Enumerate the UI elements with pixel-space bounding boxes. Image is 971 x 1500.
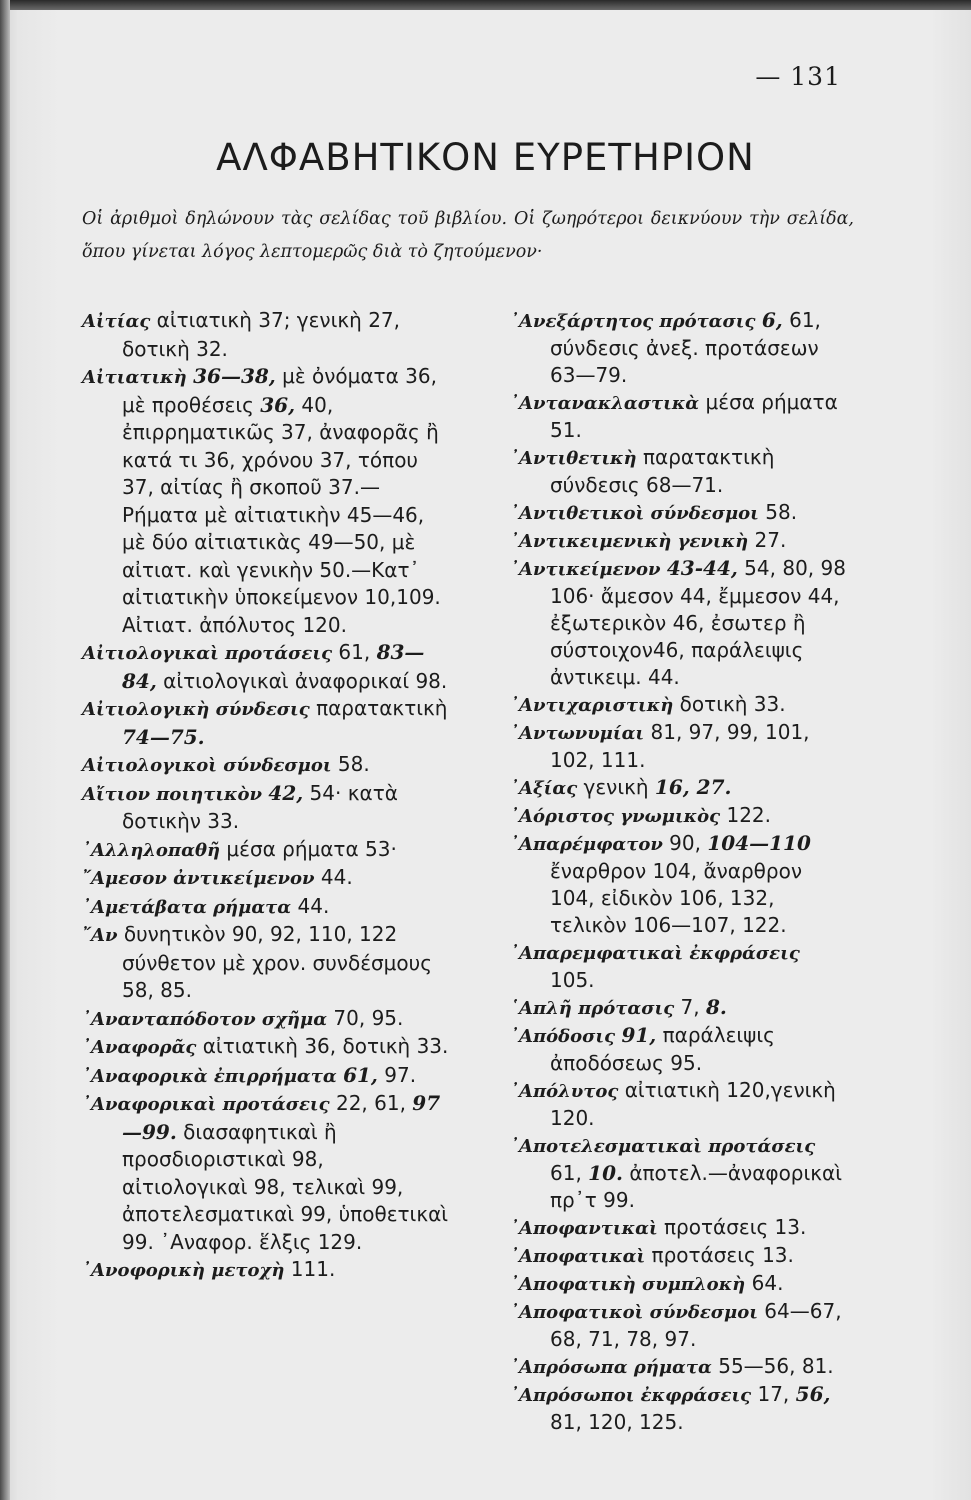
entry-headword: ᾽Αντιθετικοὶ σύνδεσμοι bbox=[510, 503, 759, 524]
entry-text: 7, bbox=[674, 995, 706, 1019]
entry-text: 70, 95. bbox=[327, 1005, 404, 1030]
index-entry bbox=[82, 1256, 450, 1285]
index-entry bbox=[510, 939, 848, 994]
index-entry bbox=[510, 830, 848, 939]
index-entry bbox=[510, 994, 848, 1022]
entry-headword: ῎Αν bbox=[82, 925, 118, 946]
page-number: — 131 bbox=[755, 62, 841, 91]
entry-text: 58. bbox=[758, 500, 798, 524]
index-entry bbox=[510, 499, 848, 527]
entry-text: 44. bbox=[314, 865, 353, 889]
entry-headword: ᾽Αναφορικὰ ἐπιρρήματα bbox=[82, 1065, 337, 1087]
entry-headword: ᾽Αντανακλαστικὰ bbox=[510, 393, 700, 414]
entry-text: δοτικὴ 33. bbox=[673, 692, 786, 716]
entry-main-reference: 74—75. bbox=[122, 724, 205, 749]
entry-headword: ᾽Απαρέμφατον bbox=[510, 834, 663, 855]
entry-text: δυνητικὸν 90, 92, 110, 122 σύνθετον μὲ χρον. συνδέσμους 58, 85. bbox=[117, 922, 432, 1002]
entry-text: 54· κατὰ δοτικὴν 33. bbox=[122, 780, 398, 833]
entry-headword: Αἰτιολογικὴ σύνδεσις bbox=[82, 699, 310, 720]
entry-text: 61, σύνδεσις ἀνεξ. προτάσεων 63—79. bbox=[550, 308, 821, 387]
index-entry bbox=[510, 691, 848, 719]
index-column-right bbox=[510, 307, 848, 1436]
entry-headword: Αἰτιολογικοὶ σύνδεσμοι bbox=[82, 755, 332, 776]
entry-headword: ᾽Αμετάβατα ρήματα bbox=[82, 896, 292, 918]
entry-headword: ῎Αμεσον ἀντικείμενον bbox=[82, 868, 315, 889]
entry-headword: ᾽Αποτελεσματικαὶ προτάσεις bbox=[510, 1136, 816, 1157]
entry-headword: ᾽Ανανταπόδοτον σχῆμα bbox=[82, 1008, 328, 1030]
index-entry bbox=[82, 363, 450, 639]
index-entry bbox=[82, 836, 450, 865]
entry-headword: Αἴτιον ποιητικὸν bbox=[82, 783, 263, 805]
entry-main-reference: 10. bbox=[588, 1161, 623, 1185]
entry-headword: ᾽Αόριστος γνωμικὸς bbox=[510, 806, 721, 827]
entry-headword: Αἰτίας bbox=[82, 311, 151, 332]
entry-headword: ᾽Απαρεμφατικαὶ ἐκφράσεις bbox=[510, 943, 800, 964]
entry-headword: ᾽Αντωνυμίαι bbox=[510, 723, 645, 744]
entry-text: παρατακτικὴ bbox=[309, 696, 448, 720]
entry-headword: Αἰτιολογικαὶ προτάσεις bbox=[82, 643, 333, 664]
index-entry bbox=[510, 774, 848, 802]
entry-text: αἰτιατικὴ 37; γενικὴ 27, δοτικὴ 32. bbox=[122, 308, 400, 361]
index-entry bbox=[510, 555, 848, 691]
entry-text: 81, 97, 99, 101, 102, 111. bbox=[550, 720, 810, 772]
entry-main-reference: 56, bbox=[795, 1382, 831, 1406]
entry-text: ἔναρθρον 104, ἄναρθρον 104, εἰδικὸν 106, 132, τελικὸν 106—107, 122. bbox=[550, 859, 803, 937]
entry-main-reference: 97—99. bbox=[122, 1091, 441, 1144]
index-column-left bbox=[82, 307, 450, 1285]
entry-text: 54, 80, 98 106· ἄμεσον 44, ἔμμεσον 44, ἐξωτερικὸν 46, ἐσωτερ ἢ σύστοιχον46, παράλειψις ἀντικειμ. 44. bbox=[550, 556, 846, 689]
entry-headword: ᾽Απόλυτος bbox=[510, 1081, 619, 1102]
index-entry bbox=[510, 1132, 848, 1214]
index-entry bbox=[510, 1214, 848, 1242]
index-entry bbox=[82, 639, 450, 695]
entry-main-reference: 8. bbox=[705, 995, 727, 1019]
entry-text: προτάσεις 13. bbox=[645, 1243, 794, 1267]
entry-text: 90, bbox=[662, 831, 708, 855]
entry-main-reference: 104—110 bbox=[707, 831, 811, 855]
entry-headword: Αἰτιατικὴ bbox=[82, 367, 187, 388]
entry-text: 111. bbox=[284, 1257, 336, 1281]
entry-text: 55—56, 81. bbox=[711, 1354, 834, 1378]
entry-headword: ᾽Ανεξάρτητος πρότασις bbox=[510, 311, 756, 332]
entry-headword: ᾽Αντικείμενον bbox=[510, 559, 661, 580]
entry-text: προτάσεις 13. bbox=[657, 1215, 807, 1239]
entry-text: 17, bbox=[751, 1382, 796, 1406]
scan-left-edge bbox=[0, 0, 10, 1500]
entry-text: 61, bbox=[550, 1161, 589, 1185]
entry-text: 40, ἐπιρρηματικῶς 37, ἀναφορᾶς ἢ κατά τι 36, χρόνου 37, τόπου 37, αἰτίας ἢ σκοποῦ 37.—Ρήματα μὲ αἰτιατικὴν 45—46, μὲ δύο αἰτιατικὰς 49—50, μὲ αἰτιατ. καὶ γενικὴν 50.—Κατ᾽ αἰτιατικὴν ὑποκείμενον 10,109. Αἰτιατ. ἀπόλυτος 120. bbox=[122, 392, 441, 637]
entry-headword: ᾽Αντιχαριστικὴ bbox=[510, 695, 674, 716]
entry-text: 122. bbox=[720, 803, 772, 827]
index-entry bbox=[510, 307, 848, 389]
entry-text: αἰτιατικὴ 36, δοτικὴ 33. bbox=[196, 1034, 449, 1058]
index-entry bbox=[82, 1033, 450, 1062]
entry-main-reference: 61, bbox=[343, 1062, 378, 1087]
index-entry bbox=[82, 307, 450, 363]
entry-text: αἰτιατικὴ 120,γενικὴ 120. bbox=[550, 1078, 836, 1130]
page-title: ΑΛΦΑΒΗΤΙΚΟΝ ΕΥΡΕΤΗΡΙΟΝ bbox=[216, 136, 755, 179]
entry-text: μέσα ρήματα 53· bbox=[220, 836, 397, 861]
index-entry bbox=[510, 1270, 848, 1298]
index-entry bbox=[82, 864, 450, 893]
index-introduction: Οἱ ἀριθμοὶ δηλώνουν τὰς σελίδας τοῦ βιβλίου. Οἱ ζωηρότεροι δεικνύουν τὴν σελίδα, ὅπου γίνεται λόγος λεπτομερῶς διὰ τὸ ζητούμενον· bbox=[82, 209, 854, 262]
entry-text: παράλειψις ἀποδόσεως 95. bbox=[550, 1023, 775, 1075]
entry-headword: ᾽Αποφατικαὶ bbox=[510, 1246, 646, 1267]
entry-text: 44. bbox=[291, 893, 330, 918]
index-entry bbox=[82, 1005, 450, 1034]
entry-headword: ᾽Απρόσωπα ρήματα bbox=[510, 1357, 712, 1378]
scan-top-edge bbox=[0, 0, 971, 10]
index-entry bbox=[82, 751, 450, 780]
entry-headword: ᾽Αποφατικὴ συμπλοκὴ bbox=[510, 1274, 746, 1295]
index-entry bbox=[510, 719, 848, 774]
entry-headword: ᾽Αποφατικοὶ σύνδεσμοι bbox=[510, 1302, 758, 1323]
entry-text: 81, 120, 125. bbox=[550, 1410, 684, 1434]
entry-text: 58. bbox=[331, 752, 370, 776]
index-entry bbox=[82, 1062, 450, 1091]
index-entry bbox=[510, 1022, 848, 1077]
index-entry bbox=[82, 1090, 450, 1256]
entry-headword: ᾽Αναφορικαὶ προτάσεις bbox=[82, 1094, 330, 1115]
entry-headword: ᾽Απόδοσις bbox=[510, 1026, 616, 1047]
entry-main-reference: 42, bbox=[268, 780, 304, 805]
entry-text: ἀποτελ.—ἀναφορικαὶ πρ᾽τ 99. bbox=[550, 1161, 843, 1212]
entry-text: αἰτιολογικαὶ ἀναφορικαί 98. bbox=[156, 668, 448, 693]
index-entry bbox=[510, 1353, 848, 1381]
entry-text: διασαφητικαὶ ἢ προσδιοριστικαὶ 98, αἰτιολογικαὶ 98, τελικαὶ 99, ἀποτελεσματικαὶ 99, ὑποθετικαὶ 99. ᾽Αναφορ. ἕλξις 129. bbox=[122, 1119, 449, 1254]
entry-headword: ᾽Αντικειμενικὴ γενικὴ bbox=[510, 531, 749, 552]
entry-text: 27. bbox=[748, 528, 787, 552]
entry-main-reference: 91, bbox=[621, 1023, 657, 1047]
index-entry bbox=[510, 1242, 848, 1270]
entry-main-reference: 83—84, bbox=[122, 640, 425, 693]
entry-headword: ᾽Αποφαντικαὶ bbox=[510, 1218, 658, 1239]
index-entry bbox=[82, 780, 450, 836]
entry-headword: ᾽Ανοφορικὴ μετοχὴ bbox=[82, 1260, 285, 1281]
entry-headword: ᾽Αναφορᾶς bbox=[82, 1037, 197, 1058]
entry-headword: ᾽Αλληλοπαθῆ bbox=[82, 839, 221, 861]
entry-text: 64. bbox=[745, 1271, 784, 1295]
entry-headword: ᾽Αντιθετικὴ bbox=[510, 448, 637, 469]
entry-main-reference: 43-44, bbox=[666, 556, 738, 580]
index-entry bbox=[510, 527, 848, 555]
entry-main-reference: 36, bbox=[260, 392, 296, 417]
entry-headword: ῾Απλῆ πρότασις bbox=[510, 998, 675, 1019]
entry-text: 105. bbox=[550, 968, 595, 992]
entry-text: 61, bbox=[332, 640, 377, 664]
index-entry bbox=[510, 1077, 848, 1132]
entry-text: μὲ ὀνόματα 36, μὲ προθέσεις bbox=[122, 364, 437, 417]
entry-main-reference: 36—38, bbox=[193, 364, 276, 388]
entry-text: παρατακτικὴ σύνδεσις 68—71. bbox=[550, 445, 775, 497]
index-entry bbox=[510, 444, 848, 499]
index-entry bbox=[510, 389, 848, 444]
index-entry bbox=[510, 1298, 848, 1353]
entry-main-reference: 6, bbox=[761, 308, 783, 332]
index-entry bbox=[82, 893, 450, 922]
entry-text: γενικὴ bbox=[577, 775, 655, 799]
entry-text: 64—67, 68, 71, 78, 97. bbox=[550, 1299, 842, 1351]
entry-text: μέσα ρήματα 51. bbox=[550, 390, 838, 442]
entry-headword: ᾽Απρόσωποι ἐκφράσεις bbox=[510, 1385, 752, 1406]
entry-text: 97. bbox=[377, 1062, 417, 1087]
index-entry bbox=[82, 921, 450, 1005]
index-entry bbox=[510, 1381, 848, 1436]
index-entry bbox=[510, 802, 848, 830]
index-entry bbox=[82, 695, 450, 751]
entry-main-reference: 16, 27. bbox=[654, 775, 732, 799]
entry-text: 22, 61, bbox=[329, 1091, 413, 1115]
entry-headword: ᾽Αξίας bbox=[510, 778, 578, 799]
